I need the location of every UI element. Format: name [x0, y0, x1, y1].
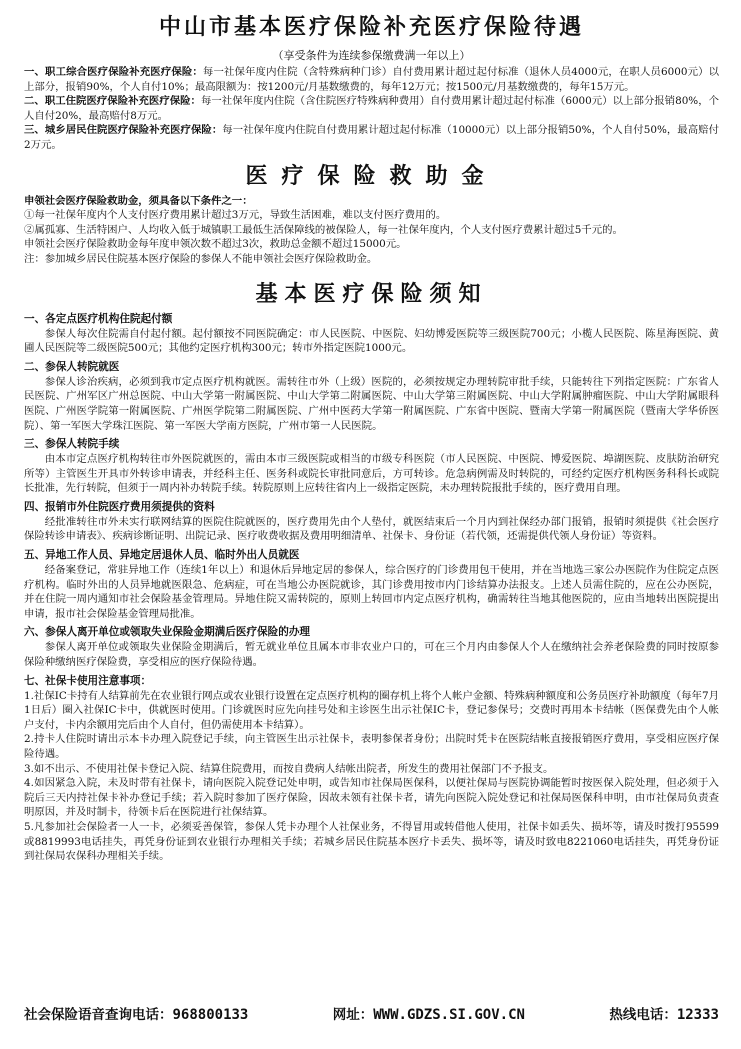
title-aid: 医疗保险救助金	[245, 163, 498, 189]
section-6-body: 参保人离开单位或领取失业保险金期满后，暂无就业单位且属本市非农业户口的，可在三个月内由参保人个人在缴纳社会养老保险费的同时按原参保险种缴纳医疗保险费，享受相应的医疗保险待遇。	[24, 641, 719, 669]
section-1-head: 一、各定点医疗机构住院起付额	[24, 312, 173, 325]
supp-item-2-body: 每一社保年度内住院（含住院医疗特殊病种费用）自付费用累计超过起付标准（6000元）以上部分报销80%，个人自付20%，最高赔付8万元。	[24, 95, 719, 122]
supp-item-1-head: 一、职工综合医疗保险补充医疗保险：	[24, 66, 203, 78]
section-1-body: 参保人每次住院需自付起付额。起付额按不同医院确定：市人民医院、中医院、妇幼博爱医院等三级医院700元；小榄人民医院、陈星海医院、黄圃人民医院等二级医院500元；其他约定医疗机构300元；转市外指定医院1000元。	[24, 327, 719, 355]
section-3-body: 由本市定点医疗机构转往市外医院就医的，需由本市三级医院或相当的市级专科医院（市人民医院、中医院、博爱医院、埠湖医院、皮肤防治研究所等）主管医生开具市外转诊申请表，并经科主任、医务科或院长审批同意后，方可转诊。危急病例需及时转院的，可经约定医疗机构医务科科长或院长批准，先行转院，但须于一周内补办转院手续。转院原则上应转往省内上一级指定医院，未办理转院报批手续的，医疗费用自理。	[24, 453, 719, 495]
section-2-body: 参保人诊治疾病，必须到我市定点医疗机构就医。需转往市外（上级）医院的，必须按规定办理转院审批手续，只能转往下列指定医院：广东省人民医院、广州军区广州总医院、中山大学第一附属医院、中山大学第二附属医院、中山大学第三附属医院、中山大学附属肿瘤医院、中山大学附属眼科医院、广州医学院第一附属医院、广州医学院第二附属医院、广州中医药大学第一附属医院、广东省中医院、暨南大学第一附属医院（暨南大学华侨医院）、第一军医大学珠江医院、第一军医大学南方医院，广州市第一人民医院。	[24, 375, 719, 432]
section-4-head: 四、报销市外住院医疗费用须提供的资料	[24, 500, 215, 513]
website-url: WWW.GDZS.SI.GOV.CN	[373, 1007, 525, 1023]
hotline-label: 社会保险语音查询电话：	[24, 1007, 173, 1023]
card-item-1: 1.社保IC卡持有人结算前先在农业银行网点或农业银行设置在定点医疗机构的圈存机上将个人帐户金额、特殊病种额度和公务员医疗补助额度（每年7月1日后）圈入社保IC卡中，供就医时使用。门诊就医时应先向挂号处和主诊医生出示社保IC卡，登记参保号；交费时再用本卡结帐（医保费先由个人帐户支付，卡内余额用完后由个人自付，但仍需使用本卡结算）。	[24, 689, 719, 731]
card-item-4: 4.如因紧急入院，未及时带有社保卡，请向医院入院登记处申明，或告知市社保局医保科，以便社保局与医院协调能暂时按医保入院处理，但必须于入院后三天内持社保卡补办登记手续；若入院时参加了医疗保险，因故未领有社保卡者，请先向医院入院处登记和社保局医保科申明，由市社保局负责查明原因，并及时制卡，待领卡后在医院进行社保结算。	[24, 777, 719, 819]
supp-item-2	[24, 94, 719, 123]
aid-condition-2: ②属孤寡、生活特困户、人均收入低于城镇职工最低生活保障线的被保险人，每一社保年度内，个人支付医疗费累计超过5千元的。	[24, 223, 623, 236]
title-supplementary: 中山市基本医疗保险补充医疗保险待遇	[158, 15, 584, 40]
phone	[609, 1003, 719, 1023]
section-5-body: 经备案登记，常驻异地工作（连续1年以上）和退休后异地定居的参保人，综合医疗的门诊费用包干使用，并在当地选三家公办医院作为住院定点医疗机构。临时外出的人员异地就医限急、危病症，可在当地公办医院就诊，其门诊费用按市内门诊结算办法报支。上述人员需住院的，应在公办医院，并在住院一周内通知市社会保险基金管理局。异地住院又需转院的，原则上转回市内定点医疗机构，确需转往当地其他医院的，应由当地转出医院提出申请，报市社会保险基金管理局批准。	[24, 564, 719, 620]
aid-intro: 申领社会医疗保险救助金，须具备以下条件之一：	[24, 194, 253, 207]
card-item-5: 5.凡参加社会保险者一人一卡，必须妥善保管，参保人凭卡办理个人社保业务，不得冒用或转借他人使用，社保卡如丢失、损坏等，请及时拨打95599或8819993电话挂失，再凭身份证到农业银行办理相关手续；若城乡居民住院基本医疗卡丢失、损坏等，请及时致电8221060电话挂失，再凭身份证到社保局农保科办理相关手续。	[24, 820, 719, 863]
card-head: 七、社保卡使用注意事项：	[24, 674, 152, 687]
supp-item-3	[24, 123, 719, 152]
title-notice: 基本医疗保险须知	[255, 281, 488, 307]
supp-item-2-head: 二、职工住院医疗保险补充医疗保险：	[24, 95, 201, 108]
section-6-head: 六、参保人离开单位或领取失业保险金期满后医疗保险的办理	[24, 626, 311, 639]
card-item-2: 2.持卡人住院时请出示本卡办理入院登记手续，向主管医生出示社保卡，表明参保者身份；出院时凭卡在医院结帐直接报销医疗费用，享受相应医疗保险待遇。	[24, 733, 719, 760]
card-item-3: 3.如不出示、不使用社保卡登记入院、结算住院费用，而按自费病人结帐出院者，所发生的费用社保部门不予报支。	[24, 762, 554, 775]
aid-condition-1: ①每一社保年度内个人支付医疗费用累计超过3万元，导致生活困难，难以支付医疗费用的。	[24, 209, 447, 222]
hotline-number: 968800133	[172, 1007, 249, 1023]
aid-note: 注：参加城乡居民住院基本医疗保险的参保人不能申领社会医疗保险救助金。	[24, 252, 378, 265]
section-4-body: 经批准转往市外未实行联网结算的医院住院就医的，医疗费用先由个人垫付，就医结束后一个月内到社保经办部门报销，报销时须提供《社会医疗保险转诊申请表》、疾病诊断证明、出院记录、医疗收费收据及费用明细清单、社保卡、身份证（若代领，还需提供代领人身份证）等资料。	[24, 515, 719, 543]
section-3-head: 三、参保人转院手续	[24, 438, 120, 451]
section-5-head: 五、异地工作人员、异地定居退休人员、临时外出人员就医	[24, 549, 300, 562]
subtitle-condition: （享受条件为连续参保缴费满一年以上）	[272, 49, 471, 62]
section-2-head: 二、参保人转院就医	[24, 360, 120, 373]
website-label: 网址：	[332, 1007, 374, 1023]
hotline	[24, 1003, 248, 1023]
phone-number: 12333	[676, 1007, 719, 1023]
footer-contact-bar	[24, 1003, 719, 1023]
supp-item-1-body: 每一社保年度内住院（含特殊病种门诊）自付费用累计超过起付标准（退休人员4000元，在职人员6000元）以上部分，报销90%，个人自付10%；最高限额为：按1200元/月基数缴费的，每年12万元；按1500元/月基数缴费的，每年15万元。	[24, 66, 720, 93]
supp-item-3-body: 每一社保年度内住院自付费用累计超过起付标准（10000元）以上部分报销50%，个人自付50%，最高赔付2万元。	[24, 124, 719, 151]
supp-item-3-head: 三、城乡居民住院医疗保险补充医疗保险：	[24, 124, 223, 137]
website	[333, 1003, 525, 1023]
aid-limit: 申领社会医疗保险救助金每年度申领次数不超过3次，救助总金额不超过15000元。	[24, 238, 407, 251]
phone-label: 热线电话：	[609, 1007, 677, 1023]
supp-item-1	[24, 65, 719, 94]
